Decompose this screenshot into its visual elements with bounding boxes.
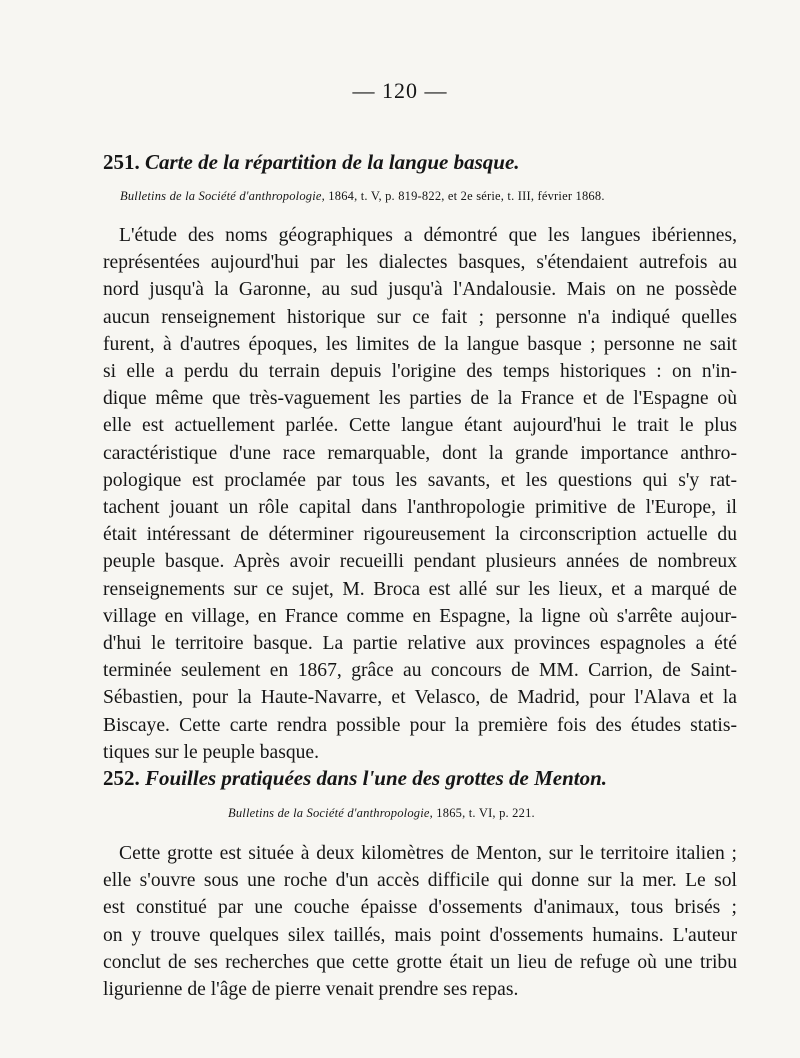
text-line: elle s'ouvre sous une roche d'un accès difficile qui donne sur la mer. Le sol [103,870,737,892]
text-line: était intéressant de déterminer rigoureusement la circonscription actuelle du [103,524,737,546]
text-line: caractéristique d'une race remarquable, dont la grande importance anthro- [103,442,737,464]
text-line: terminée seulement en 1867, grâce au concours de MM. Carrion, de Saint- [103,660,737,682]
text-line: si elle a perdu du terrain depuis l'origine des temps historiques : on n'in- [103,361,737,383]
text-line: on y trouve quelques silex taillés, mais point d'ossements humains. L'auteur [103,924,737,946]
text-line: Sébastien, pour la Haute-Navarre, et Velasco, de Madrid, pour l'Alava et la [103,687,737,709]
text-line: tiques sur le peuple basque. [103,741,320,763]
text-line: ligurienne de l'âge de pierre venait prendre ses repas. [103,979,519,1001]
entry-number: 251. [103,150,140,174]
text-line: furent, à d'autres époques, les limites de la langue basque ; personne ne sait [103,333,737,355]
text-line: nord jusqu'à la Garonne, au sud jusqu'à l'Andalousie. Mais on ne possède [103,279,737,301]
entry-heading-251 [103,150,520,175]
text-line: renseignements sur ce sujet, M. Broca est allé sur les lieux, et a marqué de [103,578,737,600]
entry-heading-252 [103,766,607,791]
text-line: représentées aujourd'hui par les dialectes basques, s'étendaient autrefois au [103,252,737,274]
text-line: Cette grotte est située à deux kilomètres de Menton, sur le territoire italien ; [119,843,737,864]
entry-body-252 [103,840,737,1003]
text-line: peuple basque. Après avoir recueilli pendant plusieurs années de nombreux [103,551,737,573]
text-line: d'hui le territoire basque. La partie relative aux provinces espagnoles a été [103,633,737,655]
entry-citation-251 [120,189,605,204]
entry-number: 252. [103,766,140,790]
text-line: tachent jouant un rôle capital dans l'anthropologie primitive de l'Europe, il [103,497,737,519]
text-line: dique même que très-vaguement les parties de la France et de l'Espagne où [103,388,737,410]
text-line: village en village, en France comme en Espagne, la ligne où s'arrête aujour- [103,605,737,627]
text-line: conclut de ses recherches que cette grotte était un lieu de refuge où une tribu [103,951,737,973]
entry-title: Fouilles pratiquées dans l'une des grottes de Menton. [145,766,608,790]
citation-source: Bulletins de la Société d'anthropologie, [228,806,433,820]
text-line: L'étude des noms géographiques a démontré que les langues ibériennes, [119,225,737,246]
text-line: aucun renseignement historique sur ce fait ; personne n'a indiqué quelles [103,306,737,328]
citation-details: 1865, t. VI, p. 221. [436,806,535,820]
text-line: est constitué par une couche épaisse d'ossements d'animaux, tous brisés ; [103,897,737,919]
text-line: pologique est proclamée par tous les savants, et les questions qui s'y rat- [103,469,737,491]
entry-title: Carte de la répartition de la langue basque. [145,150,520,174]
entry-body-251 [103,222,737,766]
page-number: — 120 — [352,78,448,103]
citation-details: 1864, t. V, p. 819-822, et 2e série, t. III, février 1868. [328,189,605,203]
entry-citation-252 [228,806,535,821]
text-line: Biscaye. Cette carte rendra possible pour la première fois des études statis- [103,714,737,736]
citation-source: Bulletins de la Société d'anthropologie, [120,189,325,203]
text-line: elle est actuellement parlée. Cette langue étant aujourd'hui le trait le plus [103,415,737,437]
